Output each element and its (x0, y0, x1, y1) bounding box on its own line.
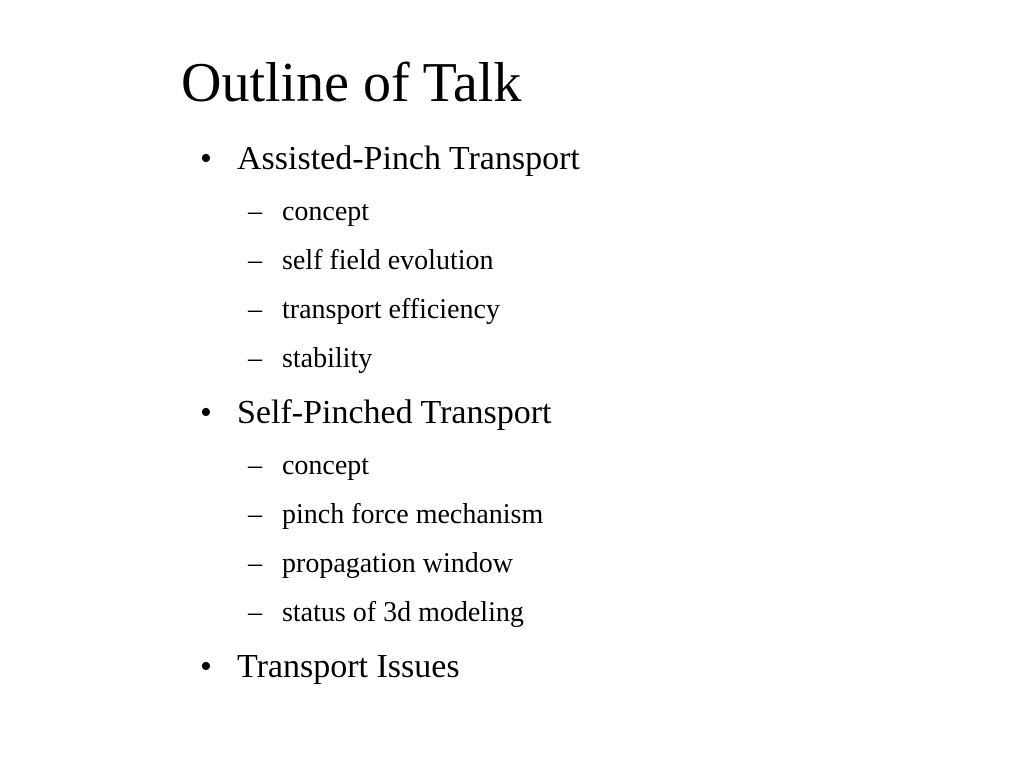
bullet-item-label: Self-Pinched Transport (237, 394, 552, 431)
bullet-marker: • (200, 648, 212, 685)
dash-marker: – (248, 597, 262, 628)
bullet-item (200, 139, 580, 179)
bullet-item (200, 393, 552, 433)
slide-title: Outline of Talk (181, 52, 522, 114)
sub-item (248, 498, 543, 532)
dash-marker: – (248, 245, 262, 276)
sub-item (248, 547, 513, 581)
sub-item (248, 293, 500, 327)
sub-item-label: concept (282, 450, 370, 481)
sub-item-label: pinch force mechanism (282, 499, 544, 530)
sub-item (248, 596, 524, 630)
bullet-marker: • (200, 394, 212, 431)
dash-marker: – (248, 499, 262, 530)
dash-marker: – (248, 294, 262, 325)
sub-item (248, 449, 369, 483)
sub-item-label: concept (282, 196, 370, 227)
bullet-item (200, 647, 460, 687)
sub-item-label: status of 3d modeling (282, 597, 524, 628)
dash-marker: – (248, 196, 262, 227)
dash-marker: – (248, 548, 262, 579)
sub-item (248, 244, 494, 278)
bullet-item-label: Assisted-Pinch Transport (237, 140, 580, 177)
dash-marker: – (248, 450, 262, 481)
bullet-item-label: Transport Issues (237, 648, 460, 685)
sub-item-label: transport efficiency (282, 294, 500, 325)
dash-marker: – (248, 343, 262, 374)
sub-item (248, 195, 369, 229)
sub-item-label: stability (282, 343, 373, 374)
sub-item-label: self field evolution (282, 245, 494, 276)
sub-item-label: propagation window (282, 548, 513, 579)
sub-item (248, 342, 372, 376)
bullet-marker: • (200, 140, 212, 177)
